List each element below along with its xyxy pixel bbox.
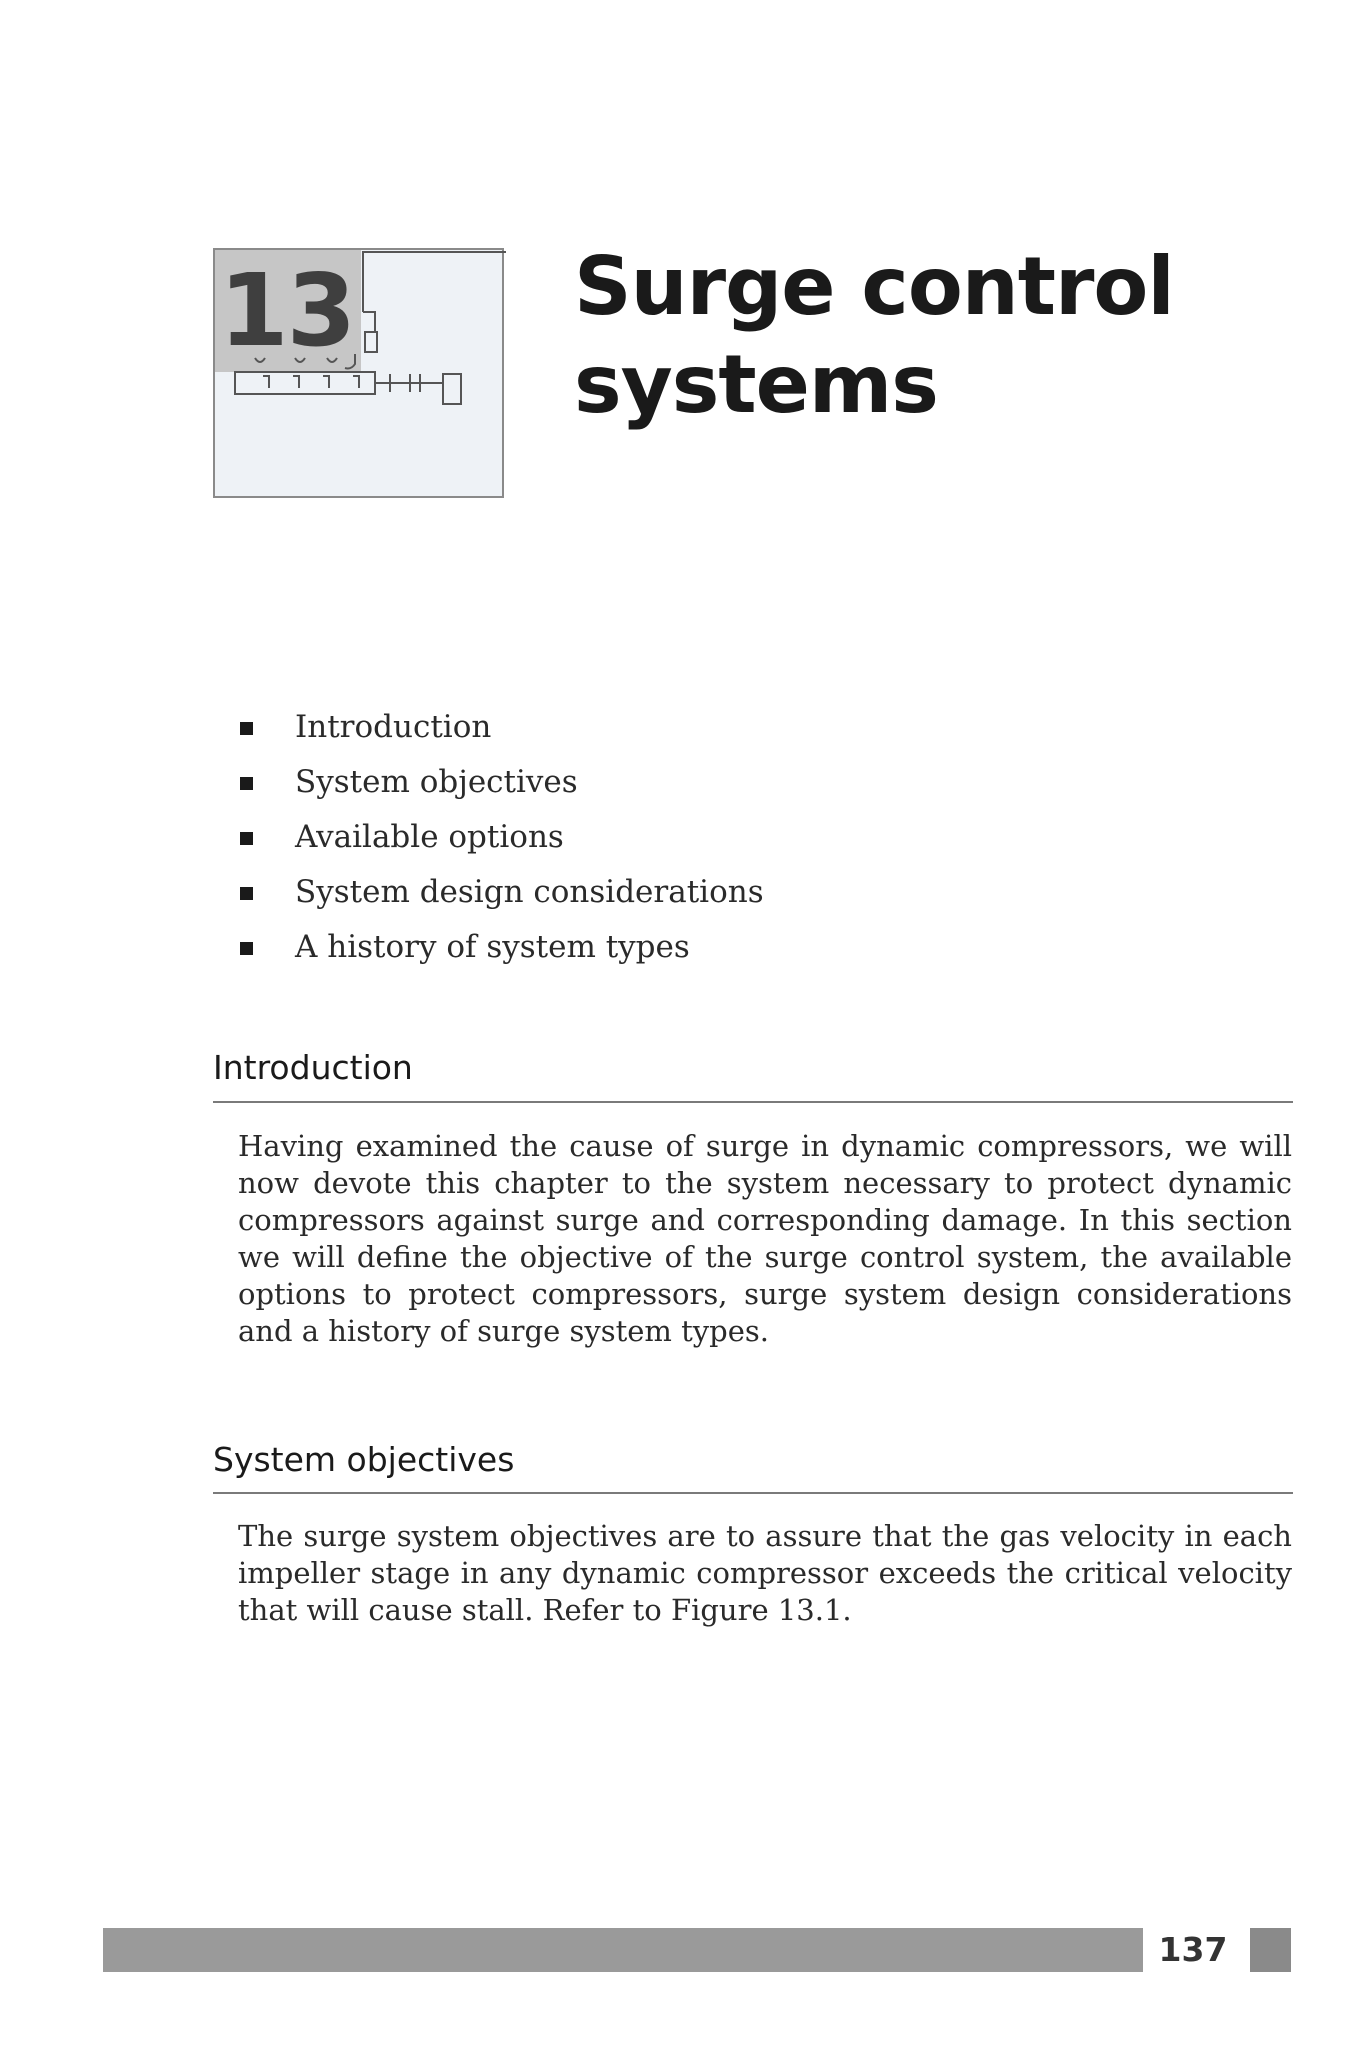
section-divider — [213, 1492, 1293, 1494]
chapter-title — [574, 238, 1174, 434]
contents-item-label: Introduction — [295, 709, 492, 745]
compressor-diagram-icon — [215, 250, 506, 500]
square-bullet-icon — [240, 777, 253, 790]
footer-block — [1250, 1928, 1291, 1972]
footer-bar — [103, 1928, 1143, 1972]
contents-item — [240, 755, 764, 810]
contents-item-label: System design considerations — [295, 874, 764, 910]
section-heading-system-objectives: System objectives — [213, 1440, 515, 1479]
square-bullet-icon — [240, 832, 253, 845]
square-bullet-icon — [240, 887, 253, 900]
square-bullet-icon — [240, 722, 253, 735]
square-bullet-icon — [240, 942, 253, 955]
contents-item — [240, 810, 764, 865]
contents-item — [240, 700, 764, 755]
contents-item-label: System objectives — [295, 764, 578, 800]
chapter-title-line-2: systems — [574, 338, 938, 431]
section-divider — [213, 1101, 1293, 1103]
chapter-title-line-1: Surge control — [574, 240, 1174, 333]
section-body-system-objectives: The surge system objectives are to assure that the gas velocity in each impeller stage in any dynamic compressor exceeds the critical velocity that will cause stall. Refer to Figure 13.1. — [238, 1519, 1292, 1627]
chapter-number: 13 — [219, 252, 355, 369]
chapter-contents-list — [240, 700, 764, 975]
page-number: 137 — [1158, 1930, 1228, 1969]
chapter-badge — [213, 248, 504, 498]
section-body-introduction: Having examined the cause of surge in dynamic compressors, we will now devote this chapter to the system necessary to protect dynamic compressors against surge and corresponding damage. In this section we will define the objective of the surge control system, the available options to protect compressors, surge system design considerations and a history of surge system types. — [238, 1129, 1292, 1348]
contents-item-label: Available options — [295, 819, 564, 855]
section-heading-introduction: Introduction — [213, 1048, 413, 1087]
contents-item-label: A history of system types — [295, 929, 690, 965]
contents-item — [240, 865, 764, 920]
contents-item — [240, 920, 764, 975]
